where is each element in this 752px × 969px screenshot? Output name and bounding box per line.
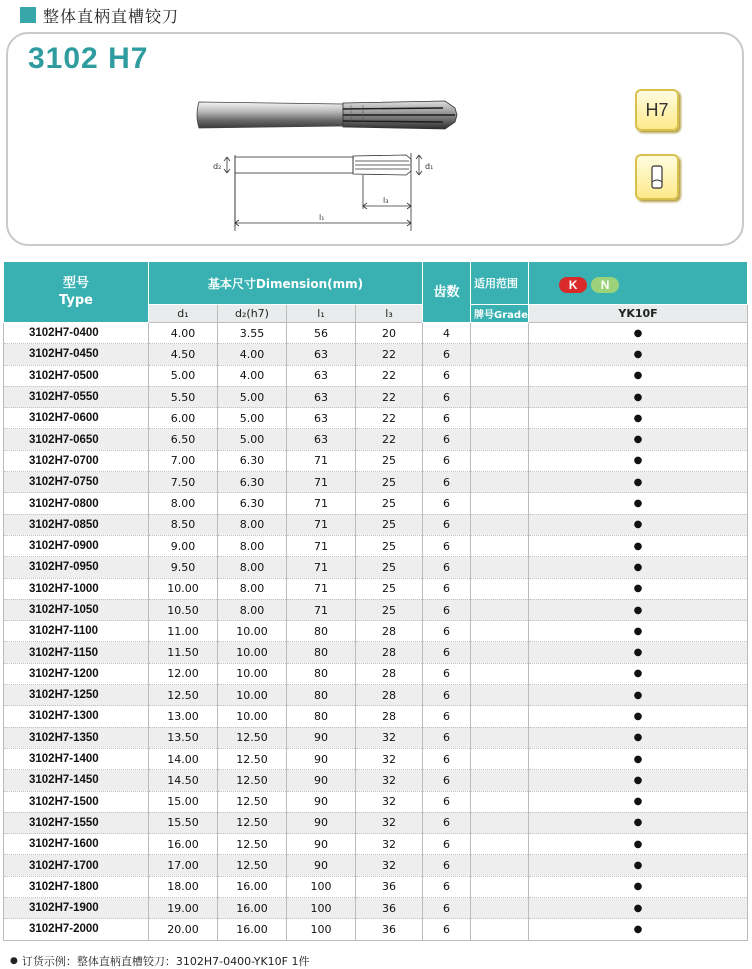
cell-blank bbox=[471, 365, 529, 386]
cell-d1: 20.00 bbox=[149, 919, 218, 940]
cell-z: 6 bbox=[423, 621, 471, 642]
cell-d1: 11.50 bbox=[149, 642, 218, 663]
cell-l1: 71 bbox=[287, 557, 356, 578]
cell-l3: 36 bbox=[356, 876, 423, 897]
cell-mark: ● bbox=[529, 770, 748, 791]
cell-mark: ● bbox=[529, 812, 748, 833]
order-example-text: 订货示例：整体直柄直槽铰刀：3102H7-0400-YK10F 1件 bbox=[21, 955, 310, 968]
cell-d2: 16.00 bbox=[218, 876, 287, 897]
cell-l1: 63 bbox=[287, 386, 356, 407]
cell-d2: 8.00 bbox=[218, 514, 287, 535]
cell-z: 6 bbox=[423, 812, 471, 833]
cell-mark: ● bbox=[529, 578, 748, 599]
spec-table bbox=[3, 261, 748, 941]
cell-l1: 71 bbox=[287, 450, 356, 471]
cell-l3: 25 bbox=[356, 557, 423, 578]
cell-l3: 32 bbox=[356, 812, 423, 833]
cell-blank bbox=[471, 898, 529, 919]
cell-type: 3102H7-1450 bbox=[4, 770, 149, 791]
cell-l3: 32 bbox=[356, 770, 423, 791]
cell-z: 6 bbox=[423, 919, 471, 940]
cell-blank bbox=[471, 621, 529, 642]
cell-d1: 15.00 bbox=[149, 791, 218, 812]
cell-z: 6 bbox=[423, 344, 471, 365]
table-row bbox=[4, 557, 748, 578]
cell-mark: ● bbox=[529, 472, 748, 493]
cell-type: 3102H7-0800 bbox=[4, 493, 149, 514]
cell-d1: 17.00 bbox=[149, 855, 218, 876]
reamer-technical-drawing bbox=[203, 149, 443, 231]
cell-blank bbox=[471, 514, 529, 535]
cell-l1: 71 bbox=[287, 535, 356, 556]
cell-d2: 5.00 bbox=[218, 408, 287, 429]
col-type-cn: 型号 bbox=[62, 276, 89, 291]
cell-blank bbox=[471, 919, 529, 940]
table-row bbox=[4, 386, 748, 407]
cell-d2: 10.00 bbox=[218, 706, 287, 727]
cell-type: 3102H7-0750 bbox=[4, 472, 149, 493]
cell-mark: ● bbox=[529, 685, 748, 706]
cell-l1: 63 bbox=[287, 344, 356, 365]
cell-type: 3102H7-1600 bbox=[4, 834, 149, 855]
cell-d1: 14.50 bbox=[149, 770, 218, 791]
cell-z: 6 bbox=[423, 365, 471, 386]
cell-l3: 28 bbox=[356, 685, 423, 706]
sub-l1: l₁ bbox=[287, 305, 356, 323]
cell-l3: 28 bbox=[356, 663, 423, 684]
cell-z: 6 bbox=[423, 770, 471, 791]
product-panel bbox=[6, 32, 744, 246]
cell-blank bbox=[471, 685, 529, 706]
table-row bbox=[4, 344, 748, 365]
sub-d2: d₂(h7) bbox=[218, 305, 287, 323]
cell-z: 6 bbox=[423, 834, 471, 855]
cell-l3: 25 bbox=[356, 493, 423, 514]
cell-l1: 90 bbox=[287, 791, 356, 812]
cell-l1: 63 bbox=[287, 429, 356, 450]
cell-z: 6 bbox=[423, 642, 471, 663]
table-row bbox=[4, 812, 748, 833]
cell-d2: 10.00 bbox=[218, 663, 287, 684]
table-row bbox=[4, 748, 748, 769]
cell-d2: 12.50 bbox=[218, 791, 287, 812]
cell-l3: 25 bbox=[356, 599, 423, 620]
cell-z: 4 bbox=[423, 323, 471, 344]
col-teeth-header: 齿数 bbox=[423, 262, 471, 323]
cell-type: 3102H7-0400 bbox=[4, 323, 149, 344]
cell-l1: 63 bbox=[287, 365, 356, 386]
cell-l1: 90 bbox=[287, 770, 356, 791]
cell-mark: ● bbox=[529, 344, 748, 365]
cell-type: 3102H7-0700 bbox=[4, 450, 149, 471]
cell-l1: 71 bbox=[287, 493, 356, 514]
cell-d2: 3.55 bbox=[218, 323, 287, 344]
cell-l1: 63 bbox=[287, 408, 356, 429]
cell-d1: 7.00 bbox=[149, 450, 218, 471]
tolerance-badge: H7 bbox=[635, 89, 679, 131]
cell-z: 6 bbox=[423, 450, 471, 471]
cell-l1: 90 bbox=[287, 855, 356, 876]
cell-d2: 16.00 bbox=[218, 898, 287, 919]
cell-d1: 14.00 bbox=[149, 748, 218, 769]
cell-mark: ● bbox=[529, 535, 748, 556]
cell-z: 6 bbox=[423, 429, 471, 450]
cell-blank bbox=[471, 408, 529, 429]
material-k-badge: K bbox=[559, 277, 587, 293]
cell-z: 6 bbox=[423, 727, 471, 748]
col-type-en: Type bbox=[59, 293, 93, 308]
table-row bbox=[4, 706, 748, 727]
cell-blank bbox=[471, 748, 529, 769]
cell-blank bbox=[471, 429, 529, 450]
table-row bbox=[4, 493, 748, 514]
cell-d1: 13.00 bbox=[149, 706, 218, 727]
cell-d1: 9.00 bbox=[149, 535, 218, 556]
cell-type: 3102H7-0600 bbox=[4, 408, 149, 429]
cell-blank bbox=[471, 599, 529, 620]
cell-d1: 18.00 bbox=[149, 876, 218, 897]
table-row bbox=[4, 621, 748, 642]
cell-l3: 25 bbox=[356, 450, 423, 471]
cell-mark: ● bbox=[529, 429, 748, 450]
cell-type: 3102H7-0900 bbox=[4, 535, 149, 556]
table-row bbox=[4, 514, 748, 535]
cell-l1: 100 bbox=[287, 898, 356, 919]
cell-mark: ● bbox=[529, 727, 748, 748]
cell-blank bbox=[471, 578, 529, 599]
cell-type: 3102H7-0500 bbox=[4, 365, 149, 386]
table-row bbox=[4, 578, 748, 599]
cell-d1: 11.00 bbox=[149, 621, 218, 642]
cell-type: 3102H7-0550 bbox=[4, 386, 149, 407]
cell-l3: 32 bbox=[356, 855, 423, 876]
cell-d1: 12.00 bbox=[149, 663, 218, 684]
table-row bbox=[4, 535, 748, 556]
cell-d1: 16.00 bbox=[149, 834, 218, 855]
cell-blank bbox=[471, 706, 529, 727]
header-square-icon bbox=[20, 7, 36, 23]
cell-d1: 6.50 bbox=[149, 429, 218, 450]
table-row bbox=[4, 408, 748, 429]
cell-blank bbox=[471, 855, 529, 876]
cell-mark: ● bbox=[529, 557, 748, 578]
cell-l1: 90 bbox=[287, 727, 356, 748]
cell-blank bbox=[471, 663, 529, 684]
cell-d1: 7.50 bbox=[149, 472, 218, 493]
cell-blank bbox=[471, 450, 529, 471]
spec-table-body bbox=[4, 323, 748, 941]
table-row bbox=[4, 663, 748, 684]
cell-z: 6 bbox=[423, 514, 471, 535]
cell-l3: 25 bbox=[356, 578, 423, 599]
cell-z: 6 bbox=[423, 578, 471, 599]
cell-l3: 25 bbox=[356, 472, 423, 493]
cell-l1: 80 bbox=[287, 685, 356, 706]
table-row bbox=[4, 834, 748, 855]
cell-d1: 4.00 bbox=[149, 323, 218, 344]
cell-l1: 80 bbox=[287, 706, 356, 727]
cell-l3: 28 bbox=[356, 621, 423, 642]
cell-blank bbox=[471, 834, 529, 855]
cell-d2: 8.00 bbox=[218, 578, 287, 599]
cell-d1: 19.00 bbox=[149, 898, 218, 919]
cell-z: 6 bbox=[423, 898, 471, 919]
cell-blank bbox=[471, 642, 529, 663]
cell-z: 6 bbox=[423, 706, 471, 727]
table-row bbox=[4, 450, 748, 471]
cell-d2: 12.50 bbox=[218, 748, 287, 769]
cell-l3: 25 bbox=[356, 514, 423, 535]
cell-l1: 90 bbox=[287, 812, 356, 833]
table-row bbox=[4, 898, 748, 919]
cell-type: 3102H7-1550 bbox=[4, 812, 149, 833]
cell-d2: 10.00 bbox=[218, 621, 287, 642]
straight-shank-icon bbox=[635, 154, 679, 200]
cell-d2: 6.30 bbox=[218, 493, 287, 514]
cell-l3: 25 bbox=[356, 535, 423, 556]
cell-mark: ● bbox=[529, 834, 748, 855]
cell-z: 6 bbox=[423, 663, 471, 684]
cell-blank bbox=[471, 472, 529, 493]
cell-blank bbox=[471, 323, 529, 344]
table-row bbox=[4, 472, 748, 493]
cell-blank bbox=[471, 791, 529, 812]
cell-d2: 4.00 bbox=[218, 344, 287, 365]
table-row bbox=[4, 429, 748, 450]
cell-type: 3102H7-1700 bbox=[4, 855, 149, 876]
cell-mark: ● bbox=[529, 791, 748, 812]
table-row bbox=[4, 919, 748, 940]
cell-z: 6 bbox=[423, 493, 471, 514]
cell-blank bbox=[471, 344, 529, 365]
cell-z: 6 bbox=[423, 685, 471, 706]
cell-z: 6 bbox=[423, 748, 471, 769]
l1-dimension-label: l₁ bbox=[319, 213, 325, 222]
cell-l3: 32 bbox=[356, 791, 423, 812]
cell-l3: 22 bbox=[356, 429, 423, 450]
cell-mark: ● bbox=[529, 408, 748, 429]
cell-l3: 32 bbox=[356, 834, 423, 855]
cell-l1: 90 bbox=[287, 834, 356, 855]
cell-l3: 32 bbox=[356, 727, 423, 748]
cell-type: 3102H7-1050 bbox=[4, 599, 149, 620]
cell-z: 6 bbox=[423, 472, 471, 493]
cell-d2: 8.00 bbox=[218, 535, 287, 556]
cell-d1: 10.00 bbox=[149, 578, 218, 599]
cell-l1: 71 bbox=[287, 599, 356, 620]
section-title: 整体直柄直槽铰刀 bbox=[43, 6, 180, 26]
cell-type: 3102H7-0850 bbox=[4, 514, 149, 535]
cell-d1: 4.50 bbox=[149, 344, 218, 365]
cell-l1: 71 bbox=[287, 472, 356, 493]
cell-z: 6 bbox=[423, 408, 471, 429]
cell-d2: 4.00 bbox=[218, 365, 287, 386]
cell-d2: 8.00 bbox=[218, 599, 287, 620]
cell-blank bbox=[471, 876, 529, 897]
cell-mark: ● bbox=[529, 599, 748, 620]
cell-blank bbox=[471, 770, 529, 791]
table-row bbox=[4, 365, 748, 386]
cell-l1: 90 bbox=[287, 748, 356, 769]
cell-z: 6 bbox=[423, 876, 471, 897]
reamer-photo-icon bbox=[193, 92, 463, 136]
cell-d2: 6.30 bbox=[218, 450, 287, 471]
cell-d1: 13.50 bbox=[149, 727, 218, 748]
cell-type: 3102H7-0450 bbox=[4, 344, 149, 365]
cell-l1: 100 bbox=[287, 919, 356, 940]
cell-z: 6 bbox=[423, 386, 471, 407]
cell-d1: 8.00 bbox=[149, 493, 218, 514]
cell-type: 3102H7-1400 bbox=[4, 748, 149, 769]
cell-mark: ● bbox=[529, 919, 748, 940]
cell-l3: 28 bbox=[356, 706, 423, 727]
col-range-header: 适用范围 bbox=[471, 262, 529, 305]
d2-dimension-label: d₂ bbox=[213, 162, 222, 171]
cell-l1: 71 bbox=[287, 578, 356, 599]
table-row bbox=[4, 642, 748, 663]
table-row bbox=[4, 727, 748, 748]
cell-d2: 16.00 bbox=[218, 919, 287, 940]
cell-blank bbox=[471, 812, 529, 833]
cell-mark: ● bbox=[529, 323, 748, 344]
cell-type: 3102H7-1900 bbox=[4, 898, 149, 919]
cell-d1: 10.50 bbox=[149, 599, 218, 620]
cell-l3: 22 bbox=[356, 408, 423, 429]
cell-z: 6 bbox=[423, 535, 471, 556]
table-row bbox=[4, 855, 748, 876]
cell-mark: ● bbox=[529, 663, 748, 684]
cell-d2: 10.00 bbox=[218, 642, 287, 663]
cell-d2: 6.30 bbox=[218, 472, 287, 493]
cell-type: 3102H7-1300 bbox=[4, 706, 149, 727]
cell-type: 3102H7-1100 bbox=[4, 621, 149, 642]
cell-type: 3102H7-1250 bbox=[4, 685, 149, 706]
cell-d1: 15.50 bbox=[149, 812, 218, 833]
cell-mark: ● bbox=[529, 898, 748, 919]
cell-blank bbox=[471, 727, 529, 748]
cell-type: 3102H7-0650 bbox=[4, 429, 149, 450]
cell-mark: ● bbox=[529, 855, 748, 876]
cell-blank bbox=[471, 535, 529, 556]
cell-l1: 100 bbox=[287, 876, 356, 897]
cell-type: 3102H7-1500 bbox=[4, 791, 149, 812]
cell-d2: 5.00 bbox=[218, 386, 287, 407]
cell-l3: 20 bbox=[356, 323, 423, 344]
cell-type: 3102H7-2000 bbox=[4, 919, 149, 940]
cell-blank bbox=[471, 493, 529, 514]
cell-l1: 80 bbox=[287, 621, 356, 642]
cell-blank bbox=[471, 557, 529, 578]
cell-type: 3102H7-1200 bbox=[4, 663, 149, 684]
cell-type: 3102H7-1000 bbox=[4, 578, 149, 599]
cell-blank bbox=[471, 386, 529, 407]
cell-z: 6 bbox=[423, 855, 471, 876]
cell-d1: 9.50 bbox=[149, 557, 218, 578]
table-row bbox=[4, 876, 748, 897]
cell-l1: 80 bbox=[287, 642, 356, 663]
table-row bbox=[4, 323, 748, 344]
cell-type: 3102H7-1800 bbox=[4, 876, 149, 897]
sub-l3: l₃ bbox=[356, 305, 423, 323]
product-model-title: 3102 H7 bbox=[28, 42, 149, 75]
table-row bbox=[4, 791, 748, 812]
cell-l3: 36 bbox=[356, 919, 423, 940]
cell-d2: 8.00 bbox=[218, 557, 287, 578]
cell-d1: 5.00 bbox=[149, 365, 218, 386]
cell-l1: 71 bbox=[287, 514, 356, 535]
grade-name: YK10F bbox=[529, 305, 748, 323]
cell-d2: 12.50 bbox=[218, 834, 287, 855]
cell-d1: 8.50 bbox=[149, 514, 218, 535]
cell-mark: ● bbox=[529, 706, 748, 727]
cell-mark: ● bbox=[529, 514, 748, 535]
bullet-icon: ● bbox=[10, 956, 18, 966]
cell-z: 6 bbox=[423, 599, 471, 620]
cell-l3: 36 bbox=[356, 898, 423, 919]
material-n-badge: N bbox=[591, 277, 619, 293]
cell-l1: 80 bbox=[287, 663, 356, 684]
cell-mark: ● bbox=[529, 621, 748, 642]
cell-z: 6 bbox=[423, 791, 471, 812]
cell-d1: 12.50 bbox=[149, 685, 218, 706]
col-grade-header: 牌号Grade bbox=[471, 305, 529, 323]
cell-type: 3102H7-0950 bbox=[4, 557, 149, 578]
cell-mark: ● bbox=[529, 876, 748, 897]
cell-mark: ● bbox=[529, 642, 748, 663]
cell-l3: 28 bbox=[356, 642, 423, 663]
cell-z: 6 bbox=[423, 557, 471, 578]
cell-mark: ● bbox=[529, 493, 748, 514]
cell-l3: 22 bbox=[356, 386, 423, 407]
cell-mark: ● bbox=[529, 748, 748, 769]
cell-d2: 12.50 bbox=[218, 855, 287, 876]
cell-l3: 32 bbox=[356, 748, 423, 769]
col-type-header bbox=[4, 262, 149, 323]
cell-l1: 56 bbox=[287, 323, 356, 344]
cell-d2: 10.00 bbox=[218, 685, 287, 706]
cell-d2: 5.00 bbox=[218, 429, 287, 450]
table-row bbox=[4, 685, 748, 706]
col-dimension-header: 基本尺寸Dimension(mm) bbox=[149, 262, 423, 305]
cell-mark: ● bbox=[529, 386, 748, 407]
cell-d2: 12.50 bbox=[218, 727, 287, 748]
table-row bbox=[4, 599, 748, 620]
cell-d2: 12.50 bbox=[218, 812, 287, 833]
section-header bbox=[20, 4, 179, 26]
cell-mark: ● bbox=[529, 450, 748, 471]
table-row bbox=[4, 770, 748, 791]
cell-d2: 12.50 bbox=[218, 770, 287, 791]
sub-d1: d₁ bbox=[149, 305, 218, 323]
order-example bbox=[10, 953, 310, 969]
cell-d1: 5.50 bbox=[149, 386, 218, 407]
d1-dimension-label: d₁ bbox=[425, 162, 434, 171]
cell-type: 3102H7-1350 bbox=[4, 727, 149, 748]
cell-type: 3102H7-1150 bbox=[4, 642, 149, 663]
cell-l3: 22 bbox=[356, 344, 423, 365]
cell-l3: 22 bbox=[356, 365, 423, 386]
cell-mark: ● bbox=[529, 365, 748, 386]
cell-d1: 6.00 bbox=[149, 408, 218, 429]
l3-dimension-label: l₃ bbox=[383, 196, 389, 205]
material-header bbox=[529, 262, 748, 305]
